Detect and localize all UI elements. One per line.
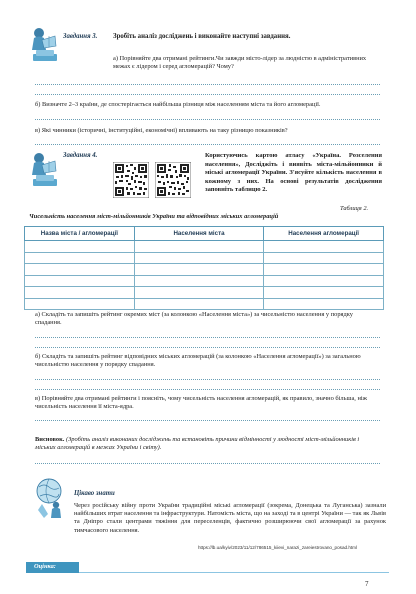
question-a: а) Складіть та запишіть рейтинг окремих міст (за колонкою «Населення міста») за чисельністю населення у порядку спадання. [35, 311, 353, 327]
table-row [25, 241, 384, 253]
source-link[interactable]: https://lb.ua/kyiv/2023/11/12/786515_kiievi_narazi_zareiestrovano_posad.html [198, 545, 358, 550]
table-cell[interactable] [264, 252, 384, 264]
globe-figure-icon [30, 474, 68, 520]
question-b: б) Складіть та запишіть рейтинг відповідних міських агломерацій (за колонкою «Населення агломерації») за загальною чисельністю населення у порядку спадання. [35, 353, 361, 369]
table-cell[interactable] [25, 241, 135, 253]
page-number: 7 [365, 580, 369, 588]
reader-figure-icon [27, 24, 61, 64]
reader-figure-icon [27, 149, 61, 189]
conclusion [35, 436, 380, 452]
qr-code-icon[interactable] [113, 162, 149, 198]
answer-line[interactable] [35, 379, 380, 380]
table-cell[interactable] [25, 275, 135, 287]
task3-question-b: б) Визначте 2–3 країни, де спостерігається найбільша різниця між населенням міста та його агломерації. [35, 101, 321, 108]
interesting-text: Через російську війну проти України традиційні міські агломерації (зокрема, Донецька та Луганська) зазнали найбільших втрат населення та інфраструктури. Натомість міста, що на заході та в центрі України — так як Львів та Дніпро стали центрами тяжіння для переселенців, фактично розширюючи свої агломерації за рахунок тимчасового населення. [74, 502, 386, 534]
answer-line[interactable] [35, 94, 380, 95]
answer-line[interactable] [35, 420, 380, 421]
answer-line[interactable] [35, 84, 380, 85]
table-cell[interactable] [264, 264, 384, 276]
answer-line[interactable] [35, 389, 380, 390]
table-cell[interactable] [264, 275, 384, 287]
grade-label: Оцінка: [34, 563, 56, 570]
table-cell[interactable] [134, 241, 264, 253]
column-header-city-population: Населення міста [134, 227, 264, 241]
table-row [25, 298, 384, 310]
answer-line[interactable] [35, 347, 380, 348]
grade-line[interactable] [79, 572, 389, 573]
interesting-title: Цікаво знати [74, 490, 115, 497]
table-number: Таблиця 2. [340, 205, 369, 212]
table-cell[interactable] [134, 287, 264, 299]
table-cell[interactable] [134, 275, 264, 287]
answer-line[interactable] [35, 144, 380, 145]
column-header-agglomeration-population: Населення агломерації [264, 227, 384, 241]
conclusion-text: (Зробіть аналіз виконаних досліджень та встановіть причини відмінності у людності міст-мільйонників і міських агломерацій в межах України і світу). [35, 436, 360, 452]
answer-line[interactable] [35, 337, 380, 338]
table-cell[interactable] [25, 287, 135, 299]
task3-question-a: а) Порівняйте два отримані рейтинги.Чи завжди місто-лідер за людністю в адміністративних межах є лідером і серед агломерацій? Чому? [113, 55, 367, 71]
task4-text: Користуючись картою атласу «Україна. Розселення населення», Досліджіть і виявіть міста-мільйонники й міські агломерації України. З'ясуйте кількість населення в кожному з них. На основі результатів дослідження заповніть таблицю 2. [205, 152, 382, 194]
table-cell[interactable] [134, 252, 264, 264]
column-header-city: Назва міста / агломерації [25, 227, 135, 241]
table-caption: Чисельність населення міст-мільйонників України та відповідних міських агломерацій [29, 213, 279, 220]
task4-label: Завдання 4. [63, 152, 98, 159]
qr-code-icon[interactable] [155, 162, 191, 198]
table-cell[interactable] [134, 298, 264, 310]
table-2 [24, 226, 384, 310]
answer-line[interactable] [35, 463, 380, 464]
table-cell[interactable] [25, 264, 135, 276]
table-row [25, 275, 384, 287]
conclusion-label: Висновок. [35, 436, 65, 443]
table-row [25, 252, 384, 264]
task3-question-c: в) Які чинники (історичні, інституційні, економічні) впливають на таку різницю показників? [35, 127, 288, 134]
table-cell[interactable] [264, 241, 384, 253]
task3-title: Зробіть аналіз досліджень і виконайте наступні завдання. [113, 33, 291, 40]
table-cell[interactable] [264, 298, 384, 310]
answer-line[interactable] [35, 119, 380, 120]
table-cell[interactable] [264, 287, 384, 299]
table-cell[interactable] [25, 298, 135, 310]
task3-label: Завдання 3. [63, 33, 98, 40]
table-cell[interactable] [25, 252, 135, 264]
question-c: в) Порівняйте два отримані рейтинги і поясніть, чому чисельність населення агломерацій, як правило, значно більша, ніж чисельність населення її міста-ядра. [35, 395, 368, 411]
table-row [25, 287, 384, 299]
table-cell[interactable] [134, 264, 264, 276]
table-row [25, 264, 384, 276]
